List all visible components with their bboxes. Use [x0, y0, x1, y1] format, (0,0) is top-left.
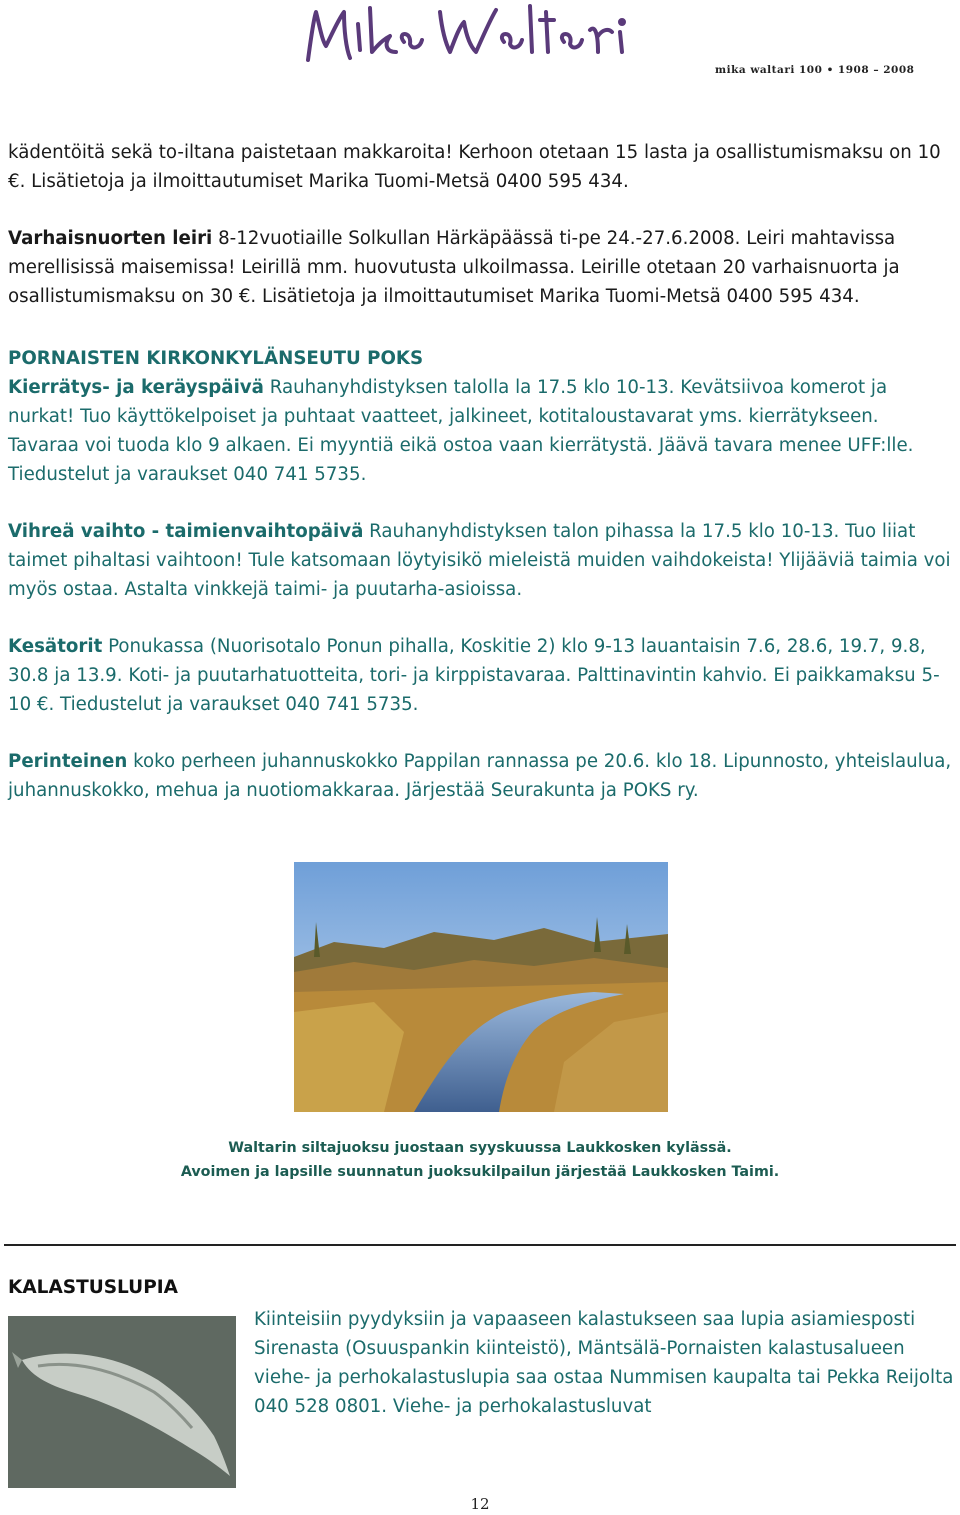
paragraph-text: Ponukassa (Nuorisotalo Ponun pihalla, Koskitie 2) klo 9-13 lauantaisin 7.6, 28.6, 19.7, 9.8, 30.8 ja 13.9. Koti- ja puutarhatuotteita, tori- ja kirppistavaraa. Palttinavintin kahvio. Ei paikkamaksu 5-10 €. Tiedustelut ja varaukset 040 741 5735.	[8, 636, 940, 715]
paragraph-kerho	[8, 138, 954, 196]
logo-subtitle: mika waltari 100 • 1908 – 2008	[715, 64, 915, 76]
paragraph-text: Rauhanyhdistyksen talolla la 17.5 klo 10-13. Kevätsiivoa komerot ja nurkat! Tuo käyttökelpoiset ja puhtaat vaatteet, jalkineet, kotitaloustavarat yms. kierrätykseen. Tavaraa voi tuoda klo 9 alkaen. Ei myyntiä eikä ostoa vaan kierrätystä. Jäävä tavara menee UFF:lle. Tiedustelut ja varaukset 040 741 5735.	[8, 377, 914, 485]
paragraph-lead: Vihreä vaihto - taimienvaihtopäivä	[8, 521, 364, 542]
paragraph-text: koko perheen juhannuskokko Pappilan rannassa pe 20.6. klo 18. Lipunnosto, yhteislaulua, juhannuskokko, mehua ja nuotiomakkaraa. Järjestää Seurakunta ja POKS ry.	[8, 751, 952, 801]
paragraph-lead: Perinteinen	[8, 751, 128, 772]
paragraph-lead: Kesätorit	[8, 636, 103, 657]
paragraph-lead: Kierrätys- ja keräyspäivä	[8, 377, 264, 398]
paragraph-kesatorit	[8, 632, 954, 719]
photo-caption-line1: Waltarin siltajuoksu juostaan syyskuussa Laukkosken kylässä.	[228, 1140, 732, 1156]
paragraph-kalastus	[254, 1305, 956, 1421]
photo-caption-line2: Avoimen ja lapsille suunnatun juoksukilpailun järjestää Laukkosken Taimi.	[180, 1164, 780, 1180]
river-landscape-photo	[294, 862, 668, 1112]
paragraph-juhannus	[8, 747, 954, 805]
fish-photo	[8, 1316, 236, 1488]
section-heading: PORNAISTEN KIRKONKYLÄNSEUTU POKS	[8, 348, 424, 369]
paragraph-vihrea-vaihto	[8, 517, 954, 604]
paragraph-poks	[8, 344, 954, 489]
signature-logo-icon	[300, 0, 640, 70]
paragraph-lead: Kiinteisiin	[254, 1309, 343, 1330]
page-number: 12	[470, 1495, 490, 1513]
paragraph-lead: Varhaisnuorten leiri	[8, 228, 213, 249]
mika-waltari-logo	[300, 0, 915, 82]
paragraph-text: pyydyksiin ja vapaaseen kalastukseen saa lupia asiamiesposti Sirenasta (Osuuspankin kiinteistö), Mäntsälä-Pornaisten kalastusalueen viehe- ja perhokalastuslupia saa ostaa Nummisen kaupalta tai Pekka Reijolta 040 528 0801. Viehe- ja perhokalastusluvat	[254, 1309, 954, 1417]
paragraph-varhaisnuorten-leiri	[8, 224, 954, 311]
section-title-kalastuslupia: KALASTUSLUPIA	[8, 1277, 178, 1298]
section-divider	[4, 1244, 956, 1246]
paragraph-text: Rauhanyhdistyksen talon pihassa la 17.5 klo 10-13. Tuo liiat taimet pihaltasi vaihtoon! Tule katsomaan löytyisikö mieleistä muiden vaihdokeista! Ylijääviä taimia voi myös ostaa. Astalta vinkkejä taimi- ja puutarha-asioissa.	[8, 521, 951, 600]
paragraph-text: 8-12vuotiaille Solkullan Härkäpäässä ti-pe 24.-27.6.2008. Leiri mahtavissa merellisissä maisemissa! Leirillä mm. huovutusta ulkoilmassa. Leirille otetaan 20 varhaisnuorta ja osallistumismaksu on 30 €. Lisätietoja ja ilmoittautumiset Marika Tuomi-Metsä 0400 595 434.	[8, 228, 900, 307]
paragraph-text: kädentöitä sekä to-iltana paistetaan makkaroita! Kerhoon otetaan 15 lasta ja osallistumismaksu on 10 €. Lisätietoja ja ilmoittautumiset Marika Tuomi-Metsä 0400 595 434.	[8, 142, 941, 192]
